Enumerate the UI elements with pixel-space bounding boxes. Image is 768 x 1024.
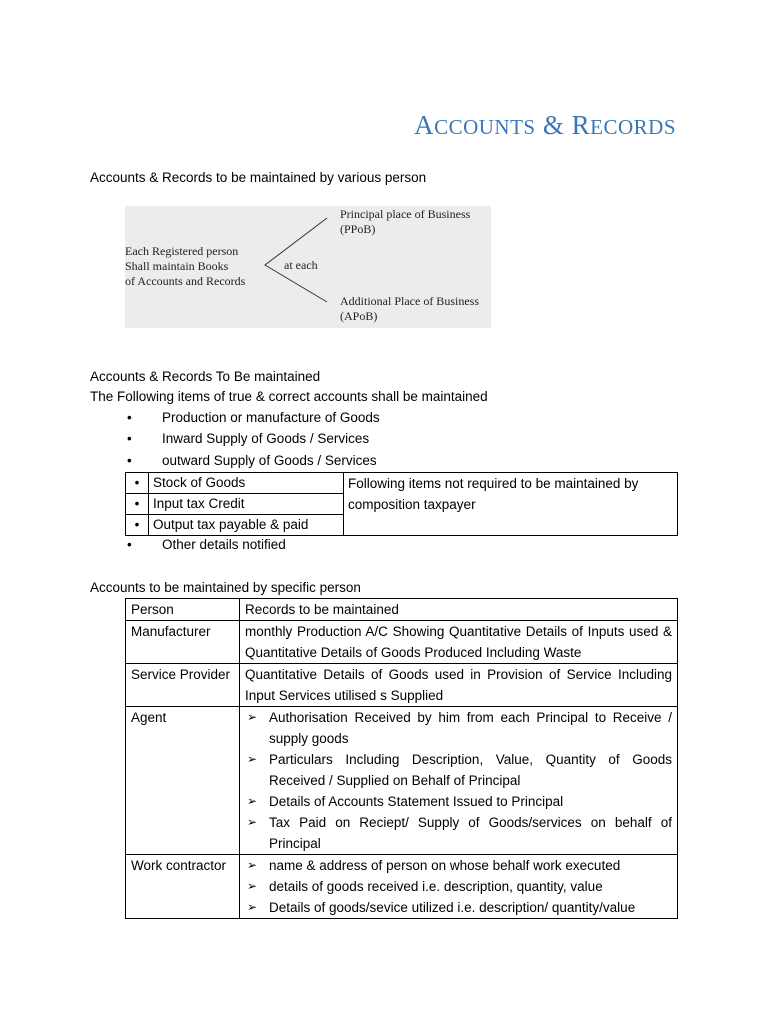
agent-records-list xyxy=(245,707,672,854)
bullet-cell: • xyxy=(126,515,149,536)
page-title xyxy=(414,110,676,141)
table-cell: Stock of Goods xyxy=(149,473,344,494)
table-row xyxy=(126,621,678,664)
column-header-person: Person xyxy=(126,599,240,621)
list-item: ➢ Authorisation Received by him from each Principal to Receive / supply goods xyxy=(245,707,672,749)
list-item: ➢ Particulars Including Description, Value, Quantity of Goods Received / Supplied on Behalf of Principal xyxy=(245,749,672,791)
diagram-left-line-2: Shall maintain Books xyxy=(125,259,229,273)
table-cell: monthly Production A/C Showing Quantitative Details of Inputs used & Quantitative Details of Goods Produced Including Waste xyxy=(240,621,678,664)
title-ampersand: & xyxy=(542,110,565,140)
table-cell xyxy=(240,707,678,855)
list-item: • Inward Supply of Goods / Services xyxy=(127,431,370,446)
list-item: • Other details notified xyxy=(127,537,286,552)
table-cell: Input tax Credit xyxy=(149,494,344,515)
arrow-bullet-icon: ➢ xyxy=(247,794,258,808)
diagram-apob-line-2: (APoB) xyxy=(340,309,378,323)
arrow-bullet-icon: ➢ xyxy=(247,710,258,724)
list-item: ➢ Details of Accounts Statement Issued to Principal xyxy=(245,791,672,812)
title-rest-records: ECORDS xyxy=(590,115,676,139)
arrow-bullet-icon: ➢ xyxy=(247,815,258,829)
list-item: ➢ Tax Paid on Reciept/ Supply of Goods/services on behalf of Principal xyxy=(245,812,672,854)
diagram-left-line-1: Each Registered person xyxy=(125,244,239,258)
diagram-ppob-line-1: Principal place of Business xyxy=(340,207,471,221)
composition-note: Following items not required to be maintained by composition taxpayer xyxy=(344,473,678,536)
bullet-cell: • xyxy=(126,494,149,515)
diagram-apob-line-1: Additional Place of Business xyxy=(340,294,479,308)
table-cell: Work contractor xyxy=(126,855,240,919)
table-cell: Quantitative Details of Goods used in Provision of Service Including Input Services utilised s Supplied xyxy=(240,664,678,707)
section2-heading: Accounts & Records To Be maintained xyxy=(90,369,321,384)
table-cell: Manufacturer xyxy=(126,621,240,664)
list-item: • Production or manufacture of Goods xyxy=(127,410,380,425)
table-cell: Service Provider xyxy=(126,664,240,707)
diagram-connector-text: at each xyxy=(284,258,318,272)
title-cap-r: R xyxy=(571,110,591,140)
table-row xyxy=(126,855,678,919)
table-row xyxy=(126,664,678,707)
list-item: ➢ details of goods received i.e. description, quantity, value xyxy=(245,876,672,897)
column-header-records: Records to be maintained xyxy=(240,599,678,621)
specific-person-table xyxy=(125,598,678,919)
diagram-ppob-line-2: (PPoB) xyxy=(340,222,376,236)
list-item: ➢ name & address of person on whose behalf work executed xyxy=(245,855,672,876)
list-item: ➢ Details of goods/sevice utilized i.e. description/ quantity/value xyxy=(245,897,672,918)
composition-exempt-table xyxy=(125,472,678,536)
bullet-cell: • xyxy=(126,473,149,494)
section3-heading: Accounts to be maintained by specific person xyxy=(90,580,361,595)
arrow-bullet-icon: ➢ xyxy=(247,900,258,914)
work-contractor-records-list xyxy=(245,855,672,918)
table-row xyxy=(126,473,678,494)
section2-subheading: The Following items of true & correct accounts shall be maintained xyxy=(90,389,488,404)
table-cell xyxy=(240,855,678,919)
diagram-left-line-3: of Accounts and Records xyxy=(125,274,246,288)
arrow-bullet-icon: ➢ xyxy=(247,858,258,872)
arrow-bullet-icon: ➢ xyxy=(247,879,258,893)
title-rest-accounts: CCOUNTS xyxy=(434,115,536,139)
table-cell: Agent xyxy=(126,707,240,855)
table-cell: Output tax payable & paid xyxy=(149,515,344,536)
intro-heading: Accounts & Records to be maintained by various person xyxy=(90,170,427,185)
table-row xyxy=(126,707,678,855)
ppob-apob-diagram xyxy=(125,206,491,328)
arrow-bullet-icon: ➢ xyxy=(247,752,258,766)
list-item: • outward Supply of Goods / Services xyxy=(127,453,377,468)
table-row xyxy=(126,599,678,621)
title-cap-a: A xyxy=(414,110,435,140)
